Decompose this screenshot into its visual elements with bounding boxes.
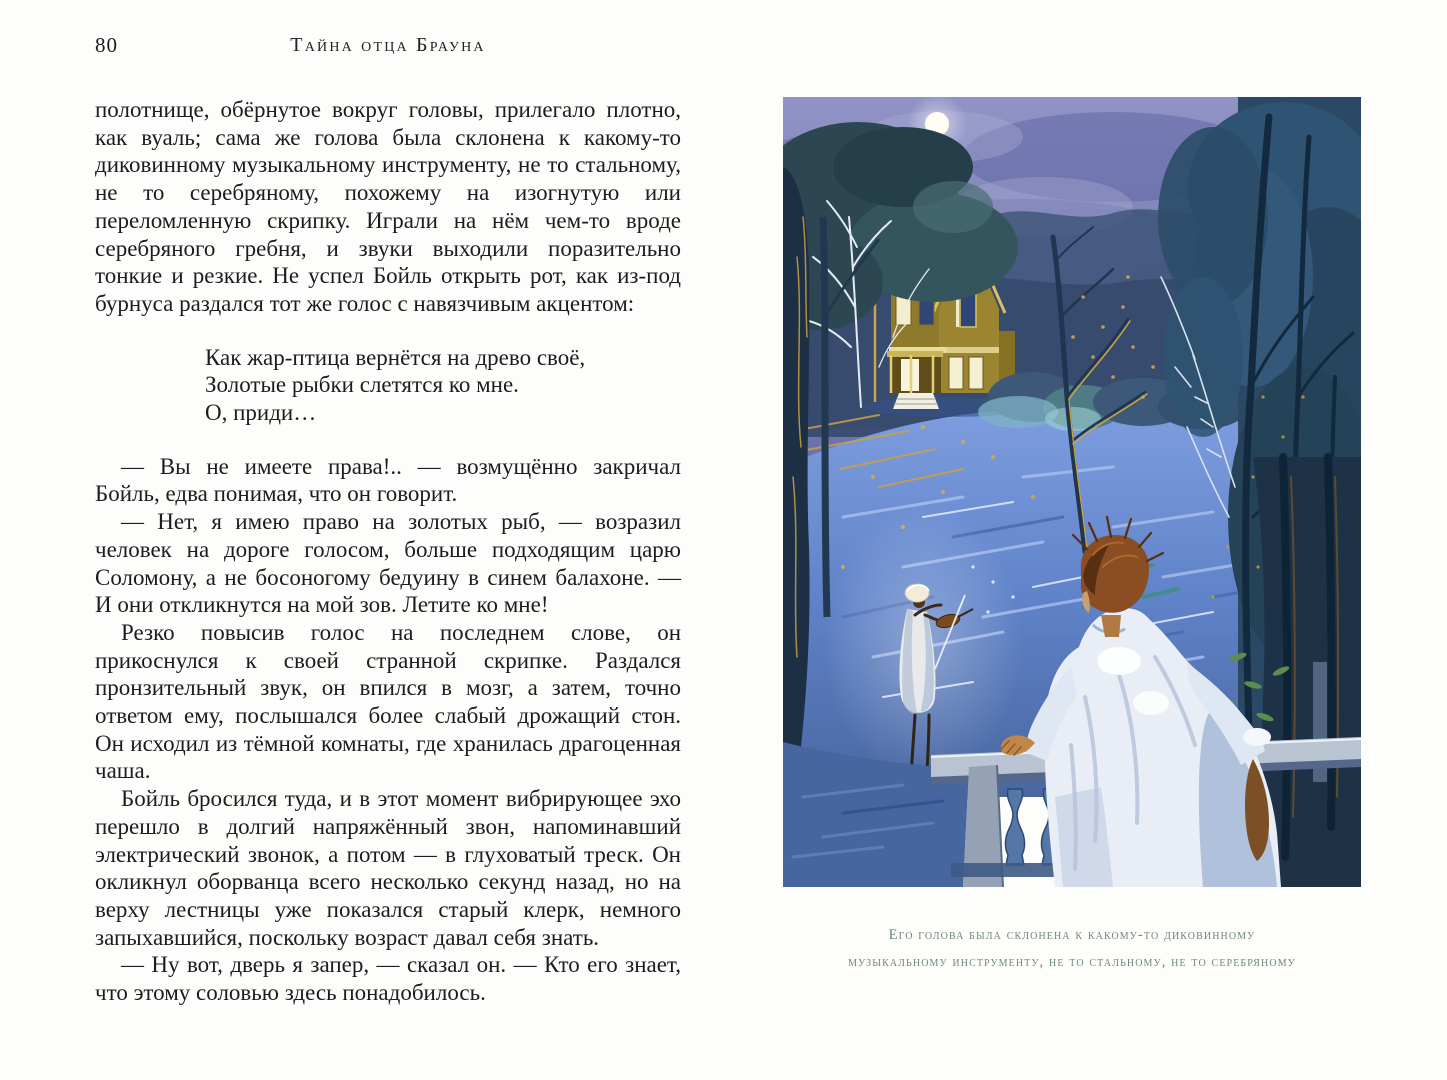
paragraph: Бойль бросился туда, и в этот момент вибрирующее эхо перешло в долгий напряжённый звон, напоминавший электрический звонок, а потом — в глуховатый треск. Он окликнул оборванца всего несколько секунд назад, но на верху лестницы уже показался старый клерк, немного запыхавшийся, поскольку возраст давал себя знать.: [95, 786, 681, 950]
illustration-caption: [783, 922, 1361, 976]
verse-block: [205, 344, 681, 427]
illustration: [783, 97, 1361, 887]
verse-line: Как жар-птица вернётся на древо своё,: [205, 344, 586, 370]
night-garden-painting: [783, 97, 1361, 887]
page-number: 80: [95, 33, 118, 57]
paragraph: — Вы не имеете права!.. — возмущённо закричал Бойль, едва понимая, что он говорит.: [95, 453, 681, 507]
paragraph: Резко повысив голос на последнем слове, он прикоснулся к своей странной скрипке. Раздался пронзительный звук, он впился в мозг, а затем, точно ответом ему, послышался более слабый дрожащий стон. Он исходил из тёмной комнаты, где хранилась драгоценная чаша.: [95, 619, 681, 784]
verse-line: Золотые рыбки слетятся ко мне.: [205, 372, 519, 398]
paragraph: — Нет, я имею право на золотых рыб, — возразил человек на дороге голосом, больше подходящим царю Соломону, а не босоногому бедуину в синем балахоне. — И они откликнутся на мой зов. Летите ко мне!: [95, 509, 681, 618]
running-title: Тайна отца Брауна: [290, 34, 486, 56]
paragraph: — Ну вот, дверь я запер, — сказал он. — Кто его знает, что этому соловью здесь понадобилось.: [95, 952, 681, 1006]
verse-line: О, приди…: [205, 400, 317, 426]
paragraph: полотнище, обёрнутое вокруг головы, прилегало плотно, как вуаль; сама же голова была склонена к какому-то диковинному музыкальному инструменту, не то стальному, не то серебряному, похожему на изогнутую или переломленную скрипку. Играли на нём чем-то вроде серебряного гребня, и звуки выходили поразительно тонкие и резкие. Не успел Бойль открыть рот, как из-под бурнуса раздался тот же голос с навязчивым акцентом:: [95, 97, 681, 316]
caption-line: музыкальному инструменту, не то стальному, не то серебряному: [848, 954, 1296, 970]
body-text: [95, 96, 681, 1007]
caption-line: Его голова была склонена к какому-то диковинному: [888, 927, 1256, 943]
